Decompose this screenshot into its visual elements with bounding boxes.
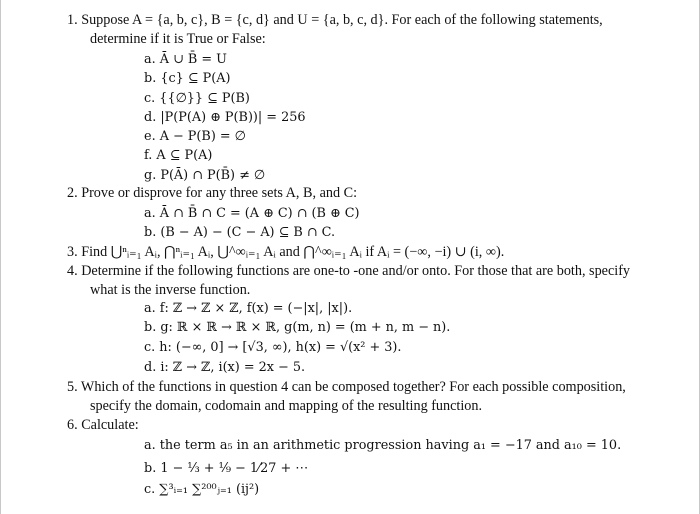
subitem-line: b. g: ℝ × ℝ → ℝ × ℝ, g(m, n) = (m + n, m − n). bbox=[144, 320, 451, 335]
question-line: what is the inverse function. bbox=[90, 282, 251, 298]
question-line: determine if it is True or False: bbox=[90, 31, 266, 47]
subitem-line: b. 1 − ⅓ + ⅑ − 1⁄27 + ⋯ bbox=[144, 461, 309, 476]
question-line: 4. Determine if the following functions are one-to -one and/or onto. For those that are both, specify bbox=[67, 263, 631, 279]
question-line: 1. Suppose A = {a, b, c}, B = {c, d} and U = {a, b, c, d}. For each of the following statements, bbox=[67, 12, 603, 28]
question-line: 2. Prove or disprove for any three sets A, B, and C: bbox=[67, 185, 358, 201]
subitem-line: c. {{∅}} ⊆ P(B) bbox=[144, 91, 250, 106]
subitem-line: e. A − P(B) = ∅ bbox=[144, 129, 246, 144]
question-line: 5. Which of the functions in question 4 can be composed together? For each possible composition, bbox=[67, 379, 626, 395]
subitem-line: b. (B − A) − (C − A) ⊆ B ∩ C. bbox=[144, 225, 336, 240]
subitem-line: d. |P(P(A) ⊕ P(B))| = 256 bbox=[144, 110, 306, 125]
subitem-line: b. {c} ⊆ P(A) bbox=[144, 71, 231, 86]
subitem-line: a. Ā ∪ B̄ = U bbox=[144, 52, 227, 67]
subitem-line: g. P(Ā) ∩ P(B̄) ≠ ∅ bbox=[144, 168, 266, 183]
subitem-line: a. f: ℤ → ℤ × ℤ, f(x) = (−|x|, |x|). bbox=[144, 301, 353, 316]
subitem-line: d. i: ℤ → ℤ, i(x) = 2x − 5. bbox=[144, 360, 306, 375]
subitem-line: c. h: (−∞, 0] → [√3, ∞), h(x) = √(x² + 3). bbox=[144, 340, 402, 355]
subitem-line: a. Ā ∩ B̄ ∩ C = (A ⊕ C) ∩ (B ⊕ C) bbox=[144, 206, 360, 221]
subitem-line: f. A ⊆ P(A) bbox=[144, 148, 213, 163]
question-line: specify the domain, codomain and mapping of the resulting function. bbox=[90, 398, 483, 414]
subitem-line: c. ∑³ᵢ₌₁ ∑²⁰⁰ⱼ₌₁ (ij²) bbox=[144, 482, 260, 497]
question-line: 6. Calculate: bbox=[67, 417, 139, 433]
question-line: 3. Find ⋃ⁿᵢ₌₁ Aᵢ, ⋂ⁿᵢ₌₁ Aᵢ, ⋃^∞ᵢ₌₁ Aᵢ and ⋂^∞ᵢ₌₁ Aᵢ if Aᵢ = (−∞, −i) ∪ (i, ∞). bbox=[67, 244, 505, 260]
subitem-line: a. the term a₅ in an arithmetic progression having a₁ = −17 and a₁₀ = 10. bbox=[144, 438, 622, 453]
